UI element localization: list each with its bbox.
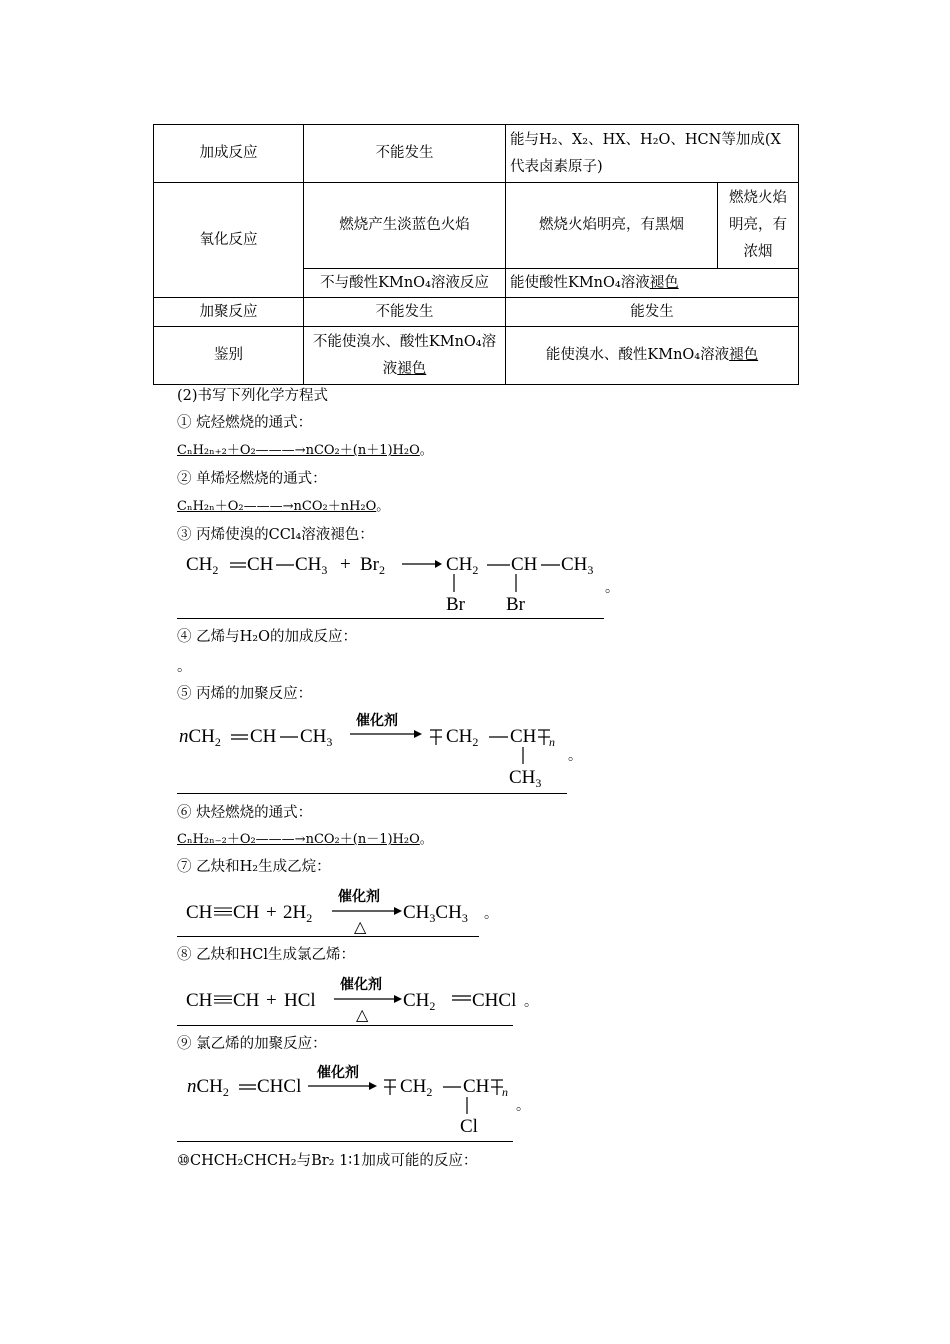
unsaturated-identification: 能使溴水、酸性KMnO₄溶液褪色 — [506, 327, 799, 385]
svg-text:CH3: $CH_3$ — [300, 726, 333, 749]
svg-text:Cl: Cl — [460, 1116, 478, 1137]
svg-text:CH: CH — [250, 726, 277, 747]
svg-text:CH3CH3: $CH_3CH_3$ — [403, 902, 468, 925]
item-6-title: ⑥ 炔烃燃烧的通式： — [177, 805, 313, 821]
svg-text:催化剂: 催化剂 — [356, 713, 398, 729]
item-10-title: ⑩CHCH₂CHCH₂与Br₂ 1∶1加成可能的反应： — [177, 1153, 478, 1169]
equation-9 — [182, 1058, 542, 1142]
svg-text:CH2: $CH_2$ — [400, 1076, 433, 1099]
item-2-answer: CₙH₂ₙ＋O₂———→nCO₂＋nH₂O。 — [177, 499, 390, 514]
svg-text:CH3: $CH_3$ — [509, 767, 542, 790]
alkane-identification: 不能使溴水、酸性KMnO₄溶液褪色 — [304, 327, 506, 385]
svg-text:CH2: $CH_2$ — [403, 990, 436, 1013]
svg-text:催化剂: 催化剂 — [340, 977, 382, 993]
svg-text:CH: CH — [186, 990, 213, 1011]
svg-text:+: + — [266, 902, 277, 923]
row-label-addition: 加成反应 — [154, 125, 304, 183]
svg-text:。: 。 — [484, 907, 498, 922]
svg-text:CH: CH — [463, 1076, 490, 1097]
row-label-polymerization: 加聚反应 — [154, 298, 304, 327]
answer-line-5 — [177, 793, 567, 794]
svg-text:△: △ — [356, 1007, 369, 1024]
equation-5 — [176, 708, 596, 794]
svg-text:CH3: $CH_3$ — [561, 554, 594, 577]
svg-text:CHCl: CHCl — [472, 990, 517, 1011]
svg-text:+: + — [340, 554, 351, 575]
item-2-title: ② 单烯烃燃烧的通式： — [177, 471, 327, 487]
item-4-title: ④ 乙烯与H₂O的加成反应： — [177, 629, 357, 645]
svg-text:。: 。 — [605, 581, 619, 596]
svg-text:Br: Br — [506, 594, 525, 615]
unsaturated-polymerization: 能发生 — [506, 298, 799, 327]
section-heading: (2)书写下列化学方程式 — [177, 388, 329, 404]
svg-text:CH: CH — [247, 554, 274, 575]
svg-text:△: △ — [354, 919, 367, 936]
answer-line-7 — [177, 936, 479, 937]
svg-text:。: 。 — [568, 749, 582, 764]
row-label-oxidation: 氧化反应 — [154, 183, 304, 298]
alkene-alkyne-addition: 能与H₂、X₂、HX、H₂O、HCN等加成(X代表卤素原子) — [506, 125, 799, 183]
alkane-addition: 不能发生 — [304, 125, 506, 183]
unsaturated-kmno4: 能使酸性KMnO₄溶液褪色 — [506, 269, 799, 298]
item-3-title: ③ 丙烯使溴的CCl₄溶液褪色： — [177, 527, 374, 543]
answer-line-8 — [177, 1025, 513, 1026]
item-1-title: ① 烷烃燃烧的通式： — [177, 415, 313, 431]
svg-text:nCH2: nCH$_2$ — [187, 1076, 229, 1099]
svg-text:。: 。 — [524, 995, 538, 1010]
svg-text:Br: Br — [446, 594, 465, 615]
svg-text:CH: CH — [511, 554, 538, 575]
svg-text:催化剂: 催化剂 — [317, 1065, 359, 1081]
svg-text:Br2: $Br_2$ — [360, 554, 385, 577]
svg-text:CH: CH — [233, 902, 260, 923]
alkyne-combustion: 燃烧火焰明亮，有浓烟 — [718, 183, 799, 269]
svg-text:n: n — [549, 735, 555, 749]
comparison-table — [153, 124, 799, 385]
alkane-polymerization: 不能发生 — [304, 298, 506, 327]
item-4-answer: 。 — [177, 659, 192, 675]
svg-text:nCH2: nCH$_2$ — [179, 726, 221, 749]
answer-line-3 — [177, 618, 604, 619]
alkane-kmno4: 不与酸性KMnO₄溶液反应 — [304, 269, 506, 298]
alkene-combustion: 燃烧火焰明亮，有黑烟 — [506, 183, 718, 269]
equation-3 — [180, 548, 620, 620]
svg-text:CH2: $CH_2$ — [446, 726, 479, 749]
equation-8 — [180, 968, 540, 1024]
item-8-title: ⑧ 乙炔和HCl生成氯乙烯： — [177, 947, 355, 963]
item-1-answer: CₙH₂ₙ₊₂＋O₂———→nCO₂＋(n＋1)H₂O。 — [177, 443, 433, 458]
svg-text:+: + — [266, 990, 277, 1011]
svg-text:CH2: $CH_2$ — [446, 554, 479, 577]
item-6-answer: CₙH₂ₙ₋₂＋O₂———→nCO₂＋(n－1)H₂O。 — [177, 832, 433, 847]
item-7-title: ⑦ 乙炔和H₂生成乙烷： — [177, 859, 331, 875]
alkane-combustion: 燃烧产生淡蓝色火焰 — [304, 183, 506, 269]
svg-text:。: 。 — [516, 1099, 530, 1114]
equation-7 — [180, 880, 510, 936]
svg-text:HCl: HCl — [284, 990, 316, 1011]
svg-text:CH: CH — [186, 902, 213, 923]
svg-text:CH: CH — [233, 990, 260, 1011]
item-9-title: ⑨ 氯乙烯的加聚反应： — [177, 1036, 327, 1052]
svg-text:2H2: $2H_2$ — [283, 902, 313, 925]
svg-text:CH: CH — [510, 726, 537, 747]
item-5-title: ⑤ 丙烯的加聚反应： — [177, 686, 313, 702]
answer-line-9 — [177, 1141, 513, 1142]
svg-text:CHCl: CHCl — [257, 1076, 302, 1097]
row-label-identification: 鉴别 — [154, 327, 304, 385]
svg-text:n: n — [502, 1085, 508, 1099]
svg-text:催化剂: 催化剂 — [338, 889, 380, 905]
svg-text:CH2: $CH_2$ — [186, 554, 219, 577]
svg-text:CH3: $CH_3$ — [295, 554, 328, 577]
